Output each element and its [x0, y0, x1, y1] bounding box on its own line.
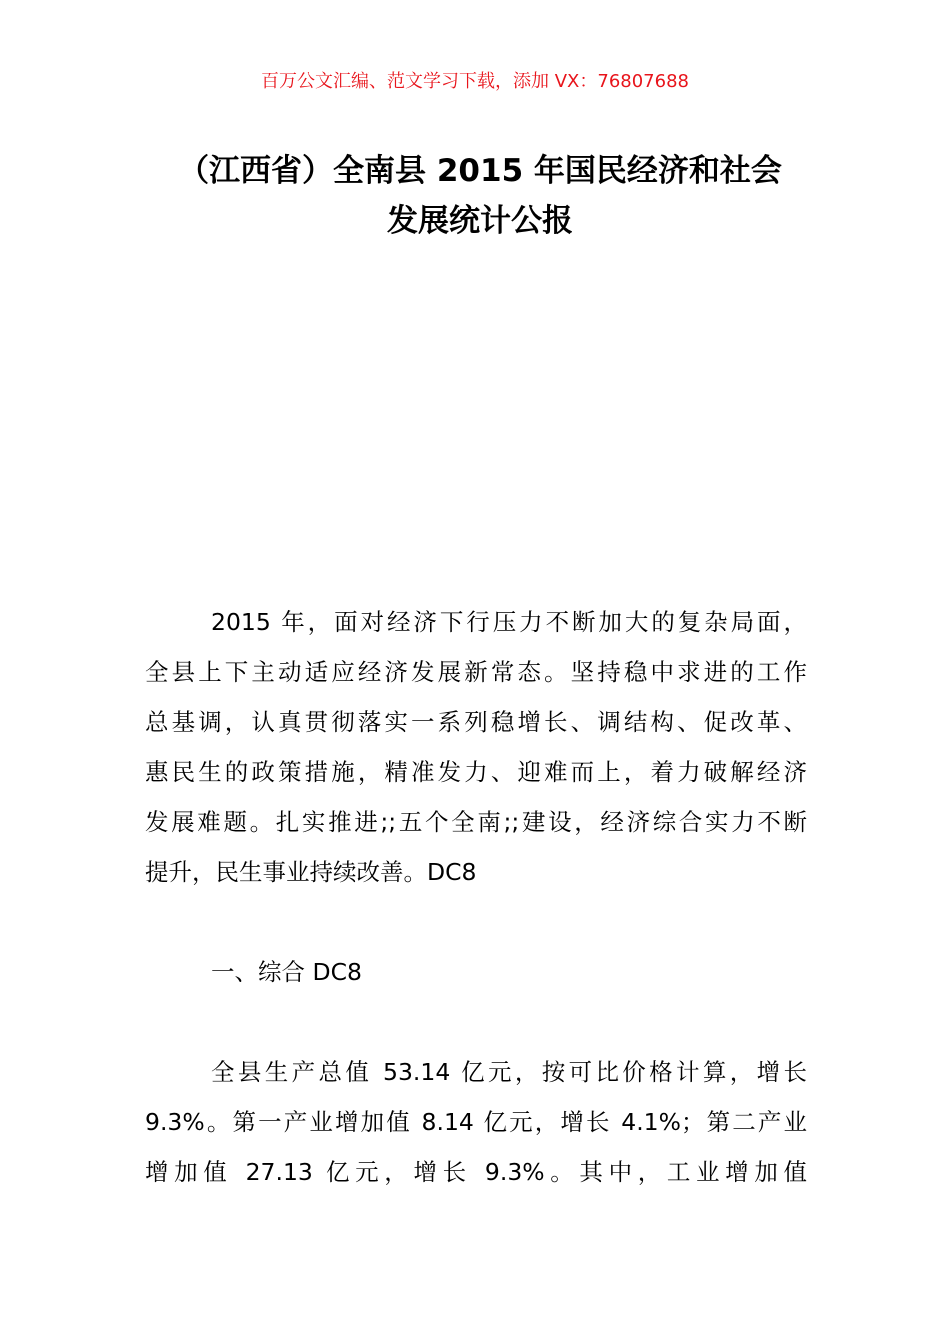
paragraph-line: 全县上下主动适应经济发展新常态。坚持稳中求进的工作	[145, 658, 807, 686]
document-title	[120, 146, 840, 246]
title-line-1: （江西省）全南县 2015 年国民经济和社会	[178, 153, 782, 189]
watermark-banner: 百万公文汇编、范文学习下载，添加 VX：76807688	[261, 71, 689, 92]
intro-paragraph	[145, 597, 807, 897]
paragraph-line: 惠民生的政策措施，精准发力、迎难而上，着力破解经济	[145, 758, 807, 786]
gdp-paragraph	[145, 1047, 807, 1197]
paragraph-line: 提升，民生事业持续改善。DC8	[145, 858, 477, 886]
paragraph-line: 发展难题。扎实推进;;五个全南;;建设，经济综合实力不断	[145, 808, 807, 836]
section-heading	[145, 947, 807, 997]
paragraph-line: 全县生产总值 53.14 亿元，按可比价格计算，增长	[211, 1058, 807, 1086]
paragraph-line: 总基调，认真贯彻落实一系列稳增长、调结构、促改革、	[145, 708, 807, 736]
title-line-2: 发展统计公报	[387, 203, 573, 239]
section-heading-text: 一、综合 DC8	[211, 958, 362, 986]
paragraph-line: 2015 年，面对经济下行压力不断加大的复杂局面，	[211, 608, 807, 636]
paragraph-line: 增加值 27.13 亿元，增长 9.3%。其中，工业增加值	[145, 1158, 807, 1186]
paragraph-line: 9.3%。第一产业增加值 8.14 亿元，增长 4.1%；第二产业	[145, 1108, 807, 1136]
